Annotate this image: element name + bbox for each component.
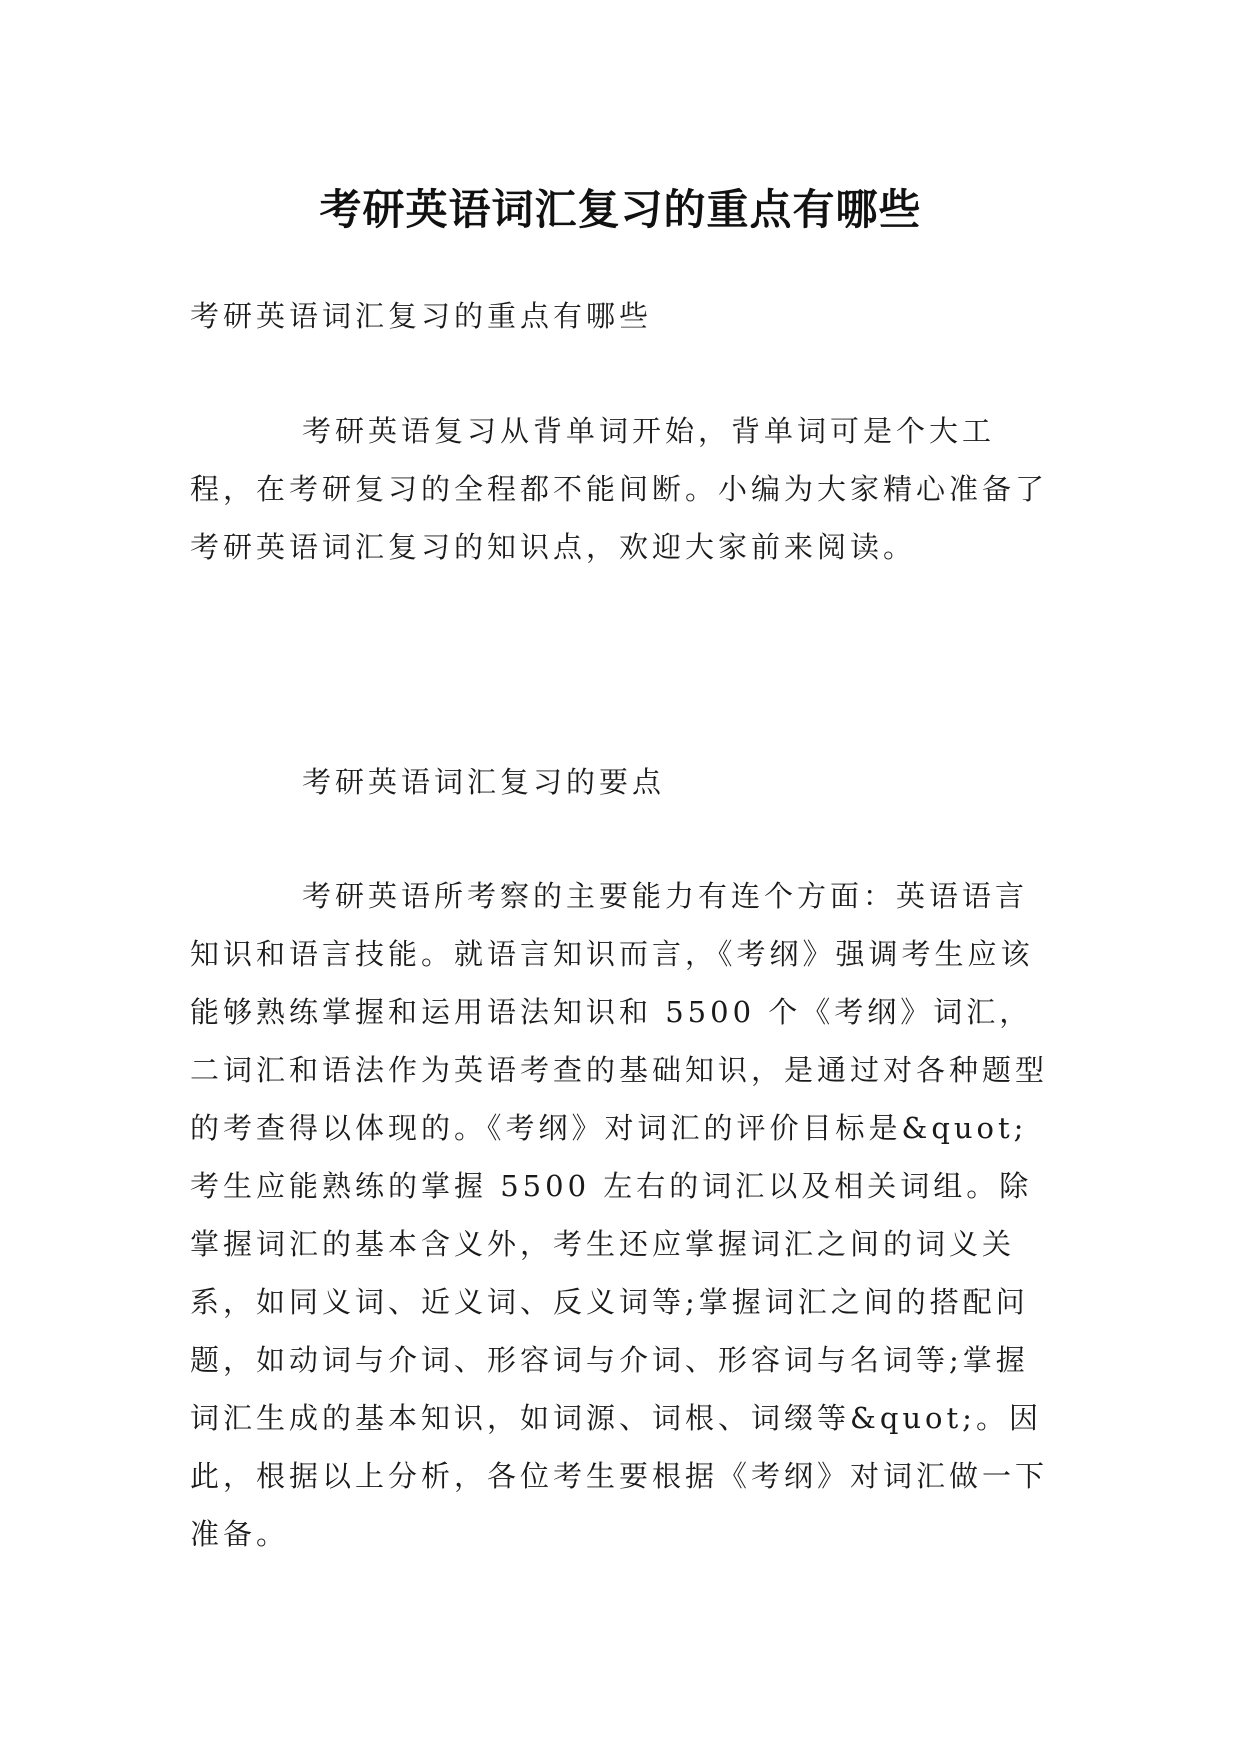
body-paragraph: 考研英语所考察的主要能力有连个方面：英语语言知识和语言技能。就语言知识而言，《考纲》强调考生应该能够熟练掌握和运用语法知识和 5500 个《考纲》词汇，二词汇和语法作为英语考查的基础知识，是通过对各种题型的考查得以体现的。《考纲》对词汇的评价目标是&quot;考生应能熟练的掌握 5500 左右的词汇以及相关词组。除掌握词汇的基本含义外，考生还应掌握词汇之间的词义关系，如同义词、近义词、反义词等;掌握词汇之间的搭配问题，如动词与介词、形容词与介词、形容词与名词等;掌握词汇生成的基本知识，如词源、词根、词缀等&quot;。因此，根据以上分析，各位考生要根据《考纲》对词汇做一下准备。	[190, 879, 1049, 1551]
document-title: 考研英语词汇复习的重点有哪些	[319, 185, 922, 235]
section-heading: 考研英语词汇复习的要点	[302, 765, 666, 799]
document-subtitle: 考研英语词汇复习的重点有哪些	[190, 299, 653, 333]
intro-paragraph: 考研英语复习从背单词开始，背单词可是个大工程，在考研复习的全程都不能间断。小编为大家精心准备了考研英语词汇复习的知识点，欢迎大家前来阅读。	[190, 414, 1049, 564]
